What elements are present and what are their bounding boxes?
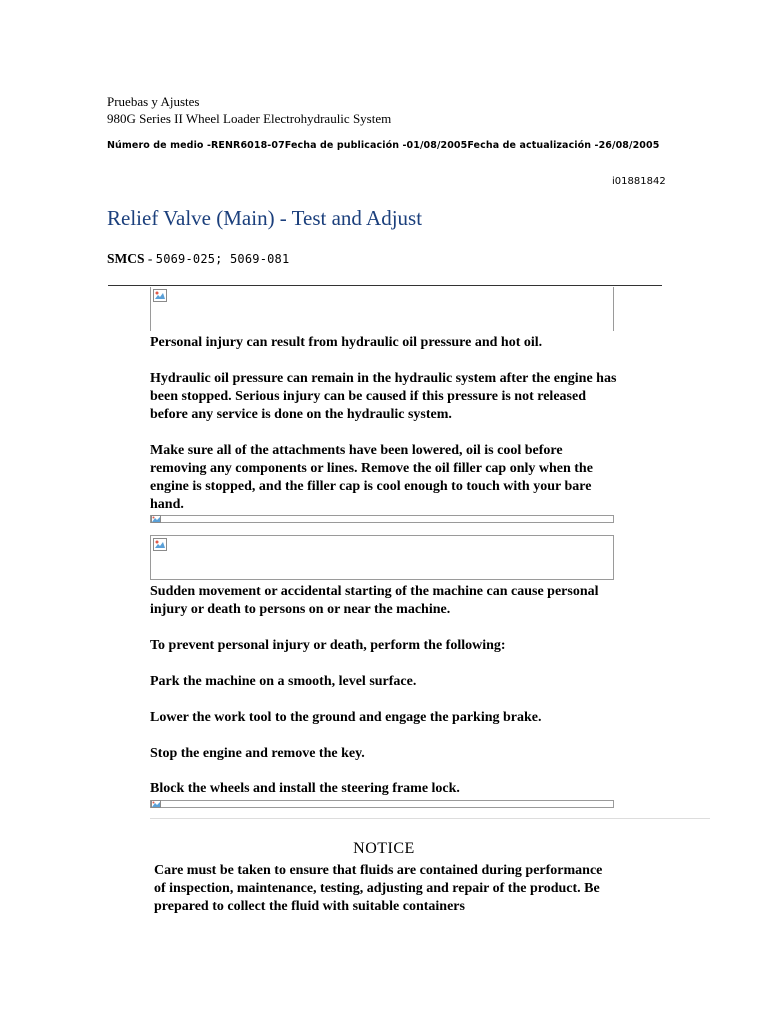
broken-image-icon bbox=[151, 515, 161, 523]
warning-paragraph: Hydraulic oil pressure can remain in the hydraulic system after the engine has been stopped. Serious injury can be caused if this pressure is not released before any service is done on the hydraulic system. bbox=[150, 371, 617, 422]
notice-divider bbox=[150, 818, 710, 819]
broken-image-icon bbox=[153, 289, 167, 302]
warning-end-bar bbox=[150, 800, 614, 808]
warning-paragraph: Stop the engine and remove the key. bbox=[150, 746, 365, 761]
reference-id: i01881842 bbox=[612, 176, 666, 187]
page-title: Relief Valve (Main) - Test and Adjust bbox=[107, 206, 423, 230]
smcs-label: SMCS bbox=[107, 251, 145, 266]
section-divider bbox=[108, 285, 662, 286]
warning-paragraph: Personal injury can result from hydraulic oil pressure and hot oil. bbox=[150, 335, 543, 350]
warning-image-frame bbox=[150, 287, 614, 331]
warning-paragraph: Make sure all of the attachments have been lowered, oil is cool before removing any components or lines. Remove the oil filler cap only when the engine is stopped, and the filler cap is cool enough to touch with your bare hand. bbox=[150, 443, 593, 512]
smcs-separator: - bbox=[144, 251, 156, 266]
smcs-line bbox=[107, 251, 289, 267]
broken-image-icon bbox=[153, 538, 167, 551]
warning-paragraph: Lower the work tool to the ground and engage the parking brake. bbox=[150, 710, 542, 725]
broken-image-icon bbox=[151, 800, 161, 808]
notice-text: Care must be taken to ensure that fluids are contained during performance of inspection, maintenance, testing, adjusting and repair of the product. Be prepared to collect the fluid with suitable containers bbox=[154, 863, 603, 914]
media-info: Número de medio -RENR6018-07Fecha de publicación -01/08/2005Fecha de actualización -26/08/2005 bbox=[107, 140, 660, 151]
doc-category: Pruebas y Ajustes bbox=[107, 94, 200, 109]
warning-image-frame bbox=[150, 535, 614, 580]
notice-title: NOTICE bbox=[353, 840, 415, 857]
warning-paragraph: Park the machine on a smooth, level surface. bbox=[150, 674, 417, 689]
doc-subtitle: 980G Series II Wheel Loader Electrohydraulic System bbox=[107, 111, 392, 126]
warning-paragraph: Sudden movement or accidental starting of the machine can cause personal injury or death to persons on or near the machine. bbox=[150, 584, 599, 617]
smcs-codes: 5069-025; 5069-081 bbox=[155, 252, 290, 266]
warning-end-bar bbox=[150, 515, 614, 523]
warning-paragraph: Block the wheels and install the steering frame lock. bbox=[150, 781, 460, 796]
warning-paragraph: To prevent personal injury or death, perform the following: bbox=[150, 638, 506, 653]
